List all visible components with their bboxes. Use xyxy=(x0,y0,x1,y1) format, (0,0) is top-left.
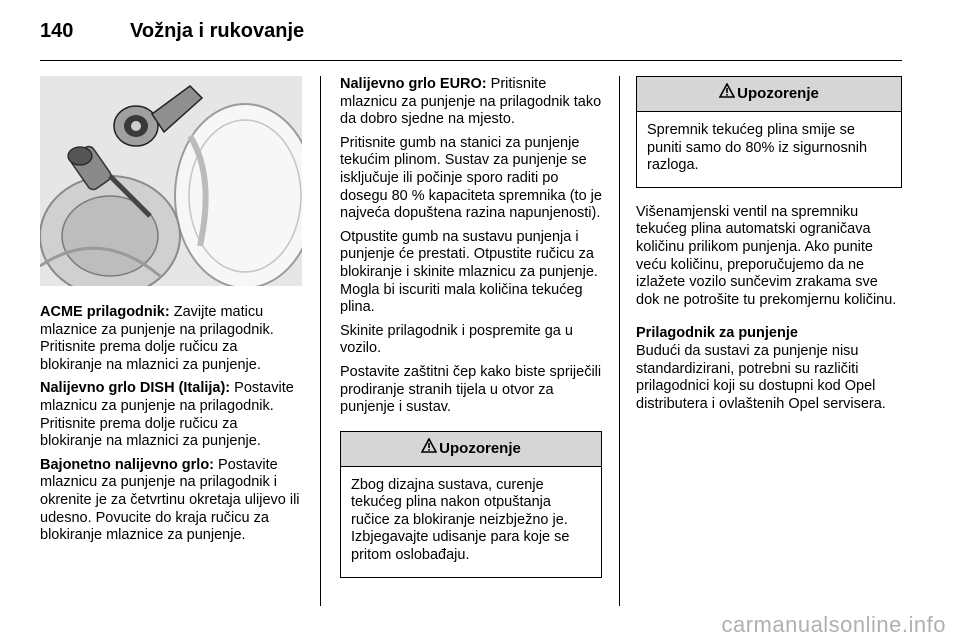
euro-text: Pritisnite mlaznicu za punjenje na prilagodnik tako da dobro sjedne na mjesto. xyxy=(340,76,602,128)
paragraph-dish xyxy=(40,380,302,450)
fuel-filler-figure xyxy=(40,76,302,286)
paragraph-valve: Višenamjenski ventil na spremniku tekućeg plina automatski ograničava količinu prilikom punjenja. Ako punite veću količinu, preporučujemo da ne izlažete vozilo sunčevim zrakama sve dok ne potrošite tu prekomjernu količinu. xyxy=(636,203,897,308)
page-number: 140 xyxy=(40,20,74,42)
warning-title: Upozorenje xyxy=(737,85,819,102)
dish-label: Nalijevno grlo DISH (Italija): xyxy=(40,380,231,397)
subheading-adapter: Prilagodnik za punjenje xyxy=(636,325,798,342)
paragraph-euro xyxy=(340,76,602,129)
bayonet-text: Postavite mlaznicu za punjenje na prilagodnik i okrenite je za četvrtinu okretaja ulijevo ili udesno. Povucite do kraja ručicu za blokiranje mlaznice za punjenje. xyxy=(40,456,300,544)
paragraph-acme xyxy=(40,304,302,374)
column-divider-1 xyxy=(320,76,321,606)
warning-header xyxy=(341,432,601,467)
euro-label: Nalijevno grlo EURO: xyxy=(340,76,487,92)
warning-triangle-icon xyxy=(421,432,437,466)
acme-label: ACME prilagodnik: xyxy=(40,304,170,320)
warning-box-leak xyxy=(340,431,602,578)
paragraph-bayonet xyxy=(40,457,302,545)
warning-text: Spremnik tekućeg plina smije se puniti samo do 80% iz sigurnosnih razloga. xyxy=(647,122,868,174)
warning-text: Zbog dizajna sustava, curenje tekućeg plina nakon otpuštanja ručice za blokiranje neizbježno je. Izbjegavajte udisanje para koje se pritom oslobađaju. xyxy=(351,476,570,564)
watermark: carmanualsonline.info xyxy=(721,612,946,637)
fuel-filler-adapter-illustration xyxy=(40,76,302,286)
page-title: Vožnja i rukovanje xyxy=(130,20,305,42)
paragraph-adapters: Budući da sustavi za punjenje nisu standardizirani, potrebni su različiti prilagodnici koji su dostupni kod Opel distributera i ovlaštenih Opel servisera. xyxy=(636,342,886,412)
column-3 xyxy=(636,76,902,419)
page-header xyxy=(40,14,902,54)
column-1 xyxy=(40,76,302,551)
warning-title: Upozorenje xyxy=(439,439,521,457)
paragraph-button: Pritisnite gumb na stanici za punjenje tekućim plinom. Sustav za punjenje se isključuje ili počinje sporo raditi po dosegu 80 % kapaciteta spremnika (to je najveća dopuštena razina napunjenosti). xyxy=(340,134,602,222)
dish-text: Postavite mlaznicu za punjenje na prilagodnik. Pritisnite prema dolje ručicu za blokiranje na mlaznici za punjenje. xyxy=(40,380,294,450)
warning-header xyxy=(637,77,901,112)
acme-text: Zavijte maticu mlaznice za punjenje na prilagodnik. Pritisnite prema dolje ručicu za blokiranje na mlaznici za punjenje. xyxy=(40,304,274,373)
bayonet-label: Bajonetno nalijevno grlo: xyxy=(40,456,215,473)
paragraph-cap: Postavite zaštitni čep kako biste spriječili prodiranje stranih tijela u otvor za punjenje i sustav. xyxy=(340,363,602,416)
column-divider-2 xyxy=(619,76,620,606)
paragraph-remove: Skinite prilagodnik i pospremite ga u vozilo. xyxy=(340,322,573,357)
header-divider xyxy=(40,60,902,61)
paragraph-release: Otpustite gumb na sustavu punjenja i punjenje će prestati. Otpustite ručicu za blokiranje i skinite mlaznicu za punjenje. Mogla bi iscuriti mala količina tekućeg plina. xyxy=(340,228,598,316)
column-2 xyxy=(340,76,602,578)
warning-triangle-icon xyxy=(719,77,735,111)
warning-box-capacity xyxy=(636,76,902,188)
